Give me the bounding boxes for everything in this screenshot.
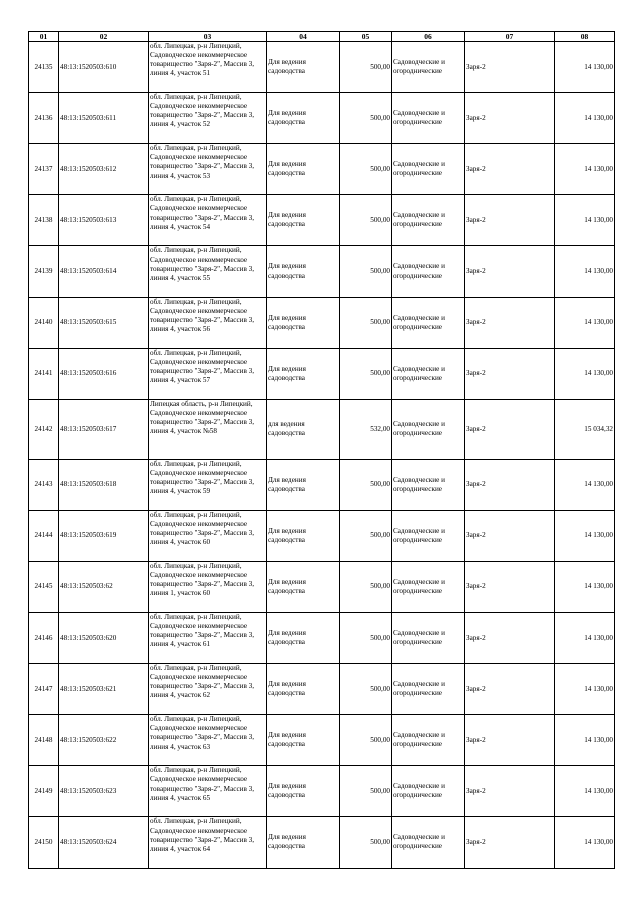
address-text: Липецкая область, р-н Липецкий, Садоводческое некоммерческое товарищество "Заря-2", Массив 3, линия 4, участок №58 <box>150 399 255 436</box>
table-row <box>29 510 615 561</box>
address-cell <box>149 195 267 246</box>
cadastral-number-cell: 48:13:1520503:615 <box>59 297 149 348</box>
area-cell: 500,00 <box>340 561 392 612</box>
permitted-use-cell: Для ведения садоводства <box>267 297 340 348</box>
document-page <box>28 31 614 869</box>
cadastral-number-cell: 48:13:1520503:610 <box>59 42 149 93</box>
address-cell <box>149 715 267 766</box>
permitted-use-cell: Для ведения садоводства <box>267 613 340 664</box>
land-category-cell: Садоводческие и огороднические <box>392 715 465 766</box>
table-row <box>29 144 615 195</box>
row-number-cell: 24150 <box>29 817 59 868</box>
cadastral-value-cell: 14 130,00 <box>555 297 615 348</box>
settlement-cell: Заря-2 <box>465 297 555 348</box>
address-cell <box>149 42 267 93</box>
cadastral-number-cell: 48:13:1520503:617 <box>59 399 149 459</box>
column-header: 03 <box>149 32 267 42</box>
address-text: обл. Липецкая, р-н Липецкий, Садоводческое некоммерческое товарищество "Заря-2", Массив 3, линия 4, участок 59 <box>150 459 255 496</box>
land-category-cell: Садоводческие и огороднические <box>392 766 465 817</box>
cadastral-value-cell: 14 130,00 <box>555 766 615 817</box>
area-cell: 500,00 <box>340 510 392 561</box>
land-category-cell: Садоводческие и огороднические <box>392 561 465 612</box>
area-cell: 500,00 <box>340 144 392 195</box>
settlement-cell: Заря-2 <box>465 766 555 817</box>
area-cell: 500,00 <box>340 664 392 715</box>
address-cell <box>149 93 267 144</box>
land-category-cell: Садоводческие и огороднические <box>392 42 465 93</box>
row-number-cell: 24149 <box>29 766 59 817</box>
area-cell: 532,00 <box>340 399 392 459</box>
address-cell <box>149 510 267 561</box>
cadastral-number-cell: 48:13:1520503:612 <box>59 144 149 195</box>
area-cell: 500,00 <box>340 459 392 510</box>
land-plots-table <box>28 31 615 869</box>
settlement-cell: Заря-2 <box>465 817 555 868</box>
table-row <box>29 817 615 868</box>
land-category-cell: Садоводческие и огороднические <box>392 93 465 144</box>
table-header-row <box>29 32 615 42</box>
permitted-use-cell: Для ведения садоводства <box>267 510 340 561</box>
cadastral-value-cell: 14 130,00 <box>555 348 615 399</box>
settlement-cell: Заря-2 <box>465 510 555 561</box>
row-number-cell: 24144 <box>29 510 59 561</box>
address-cell <box>149 561 267 612</box>
cadastral-value-cell: 14 130,00 <box>555 42 615 93</box>
address-text: обл. Липецкая, р-н Липецкий, Садоводческое некоммерческое товарищество "Заря-2", Массив 3, линия 4, участок 61 <box>150 613 255 649</box>
row-number-cell: 24143 <box>29 459 59 510</box>
cadastral-value-cell: 14 130,00 <box>555 561 615 612</box>
cadastral-number-cell: 48:13:1520503:620 <box>59 613 149 664</box>
address-cell <box>149 297 267 348</box>
address-text: обл. Липецкая, р-н Липецкий, Садоводческое некоммерческое товарищество "Заря-2", Массив 3, линия 4, участок 55 <box>150 246 255 282</box>
permitted-use-cell: для ведения садоводства <box>267 399 340 459</box>
row-number-cell: 24139 <box>29 246 59 297</box>
permitted-use-cell: Для ведения садоводства <box>267 766 340 817</box>
table-row <box>29 93 615 144</box>
column-header: 04 <box>267 32 340 42</box>
row-number-cell: 24145 <box>29 561 59 612</box>
address-cell <box>149 144 267 195</box>
table-row <box>29 42 615 93</box>
land-category-cell: Садоводческие и огороднические <box>392 246 465 297</box>
address-text: обл. Липецкая, р-н Липецкий, Садоводческое некоммерческое товарищество "Заря-2", Массив 3, линия 4, участок 52 <box>150 93 255 129</box>
area-cell: 500,00 <box>340 195 392 246</box>
address-text: обл. Липецкая, р-н Липецкий, Садоводческое некоммерческое товарищество "Заря-2", Массив 3, линия 4, участок 53 <box>150 144 255 180</box>
land-category-cell: Садоводческие и огороднические <box>392 613 465 664</box>
cadastral-number-cell: 48:13:1520503:62 <box>59 561 149 612</box>
land-category-cell: Садоводческие и огороднические <box>392 664 465 715</box>
cadastral-value-cell: 15 034,32 <box>555 399 615 459</box>
row-number-cell: 24146 <box>29 613 59 664</box>
table-row <box>29 561 615 612</box>
address-text: обл. Липецкая, р-н Липецкий, Садоводческое некоммерческое товарищество "Заря-2", Массив 3, линия 4, участок 63 <box>150 715 255 751</box>
settlement-cell: Заря-2 <box>465 561 555 612</box>
row-number-cell: 24138 <box>29 195 59 246</box>
permitted-use-cell: Для ведения садоводства <box>267 715 340 766</box>
row-number-cell: 24147 <box>29 664 59 715</box>
table-row <box>29 613 615 664</box>
permitted-use-cell: Для ведения садоводства <box>267 195 340 246</box>
land-category-cell: Садоводческие и огороднические <box>392 144 465 195</box>
settlement-cell: Заря-2 <box>465 246 555 297</box>
permitted-use-cell: Для ведения садоводства <box>267 561 340 612</box>
row-number-cell: 24141 <box>29 348 59 399</box>
address-cell <box>149 613 267 664</box>
row-number-cell: 24148 <box>29 715 59 766</box>
cadastral-value-cell: 14 130,00 <box>555 195 615 246</box>
address-text: обл. Липецкая, р-н Липецкий, Садоводческое некоммерческое товарищество "Заря-2", Массив 3, линия 4, участок 51 <box>150 42 255 78</box>
column-header: 02 <box>59 32 149 42</box>
cadastral-value-cell: 14 130,00 <box>555 664 615 715</box>
cadastral-value-cell: 14 130,00 <box>555 144 615 195</box>
cadastral-value-cell: 14 130,00 <box>555 459 615 510</box>
table-body <box>29 42 615 868</box>
cadastral-number-cell: 48:13:1520503:614 <box>59 246 149 297</box>
cadastral-value-cell: 14 130,00 <box>555 246 615 297</box>
area-cell: 500,00 <box>340 613 392 664</box>
permitted-use-cell: Для ведения садоводства <box>267 42 340 93</box>
address-cell <box>149 399 267 459</box>
cadastral-number-cell: 48:13:1520503:611 <box>59 93 149 144</box>
table-row <box>29 399 615 459</box>
cadastral-value-cell: 14 130,00 <box>555 715 615 766</box>
permitted-use-cell: Для ведения садоводства <box>267 246 340 297</box>
row-number-cell: 24136 <box>29 93 59 144</box>
settlement-cell: Заря-2 <box>465 715 555 766</box>
cadastral-number-cell: 48:13:1520503:616 <box>59 348 149 399</box>
row-number-cell: 24135 <box>29 42 59 93</box>
land-category-cell: Садоводческие и огороднические <box>392 297 465 348</box>
address-text: обл. Липецкая, р-н Липецкий, Садоводческое некоммерческое товарищество "Заря-2", Массив 3, линия 4, участок 57 <box>150 348 255 384</box>
land-category-cell: Садоводческие и огороднические <box>392 817 465 868</box>
settlement-cell: Заря-2 <box>465 664 555 715</box>
table-row <box>29 715 615 766</box>
area-cell: 500,00 <box>340 42 392 93</box>
land-category-cell: Садоводческие и огороднические <box>392 459 465 510</box>
address-text: обл. Липецкая, р-н Липецкий, Садоводческое некоммерческое товарищество "Заря-2", Массив 3, линия 4, участок 64 <box>150 817 255 853</box>
address-text: обл. Липецкая, р-н Липецкий, Садоводческое некоммерческое товарищество "Заря-2", Массив 3, линия 4, участок 62 <box>150 664 255 700</box>
row-number-cell: 24142 <box>29 399 59 459</box>
cadastral-number-cell: 48:13:1520503:622 <box>59 715 149 766</box>
area-cell: 500,00 <box>340 817 392 868</box>
address-text: обл. Липецкая, р-н Липецкий, Садоводческое некоммерческое товарищество "Заря-2", Массив 3, линия 4, участок 65 <box>150 766 255 802</box>
address-text: обл. Липецкая, р-н Липецкий, Садоводческое некоммерческое товарищество "Заря-2", Массив 3, линия 4, участок 60 <box>150 510 255 547</box>
settlement-cell: Заря-2 <box>465 93 555 144</box>
cadastral-number-cell: 48:13:1520503:624 <box>59 817 149 868</box>
table-row <box>29 348 615 399</box>
table-row <box>29 195 615 246</box>
land-category-cell: Садоводческие и огороднические <box>392 510 465 561</box>
settlement-cell: Заря-2 <box>465 399 555 459</box>
cadastral-value-cell: 14 130,00 <box>555 613 615 664</box>
area-cell: 500,00 <box>340 93 392 144</box>
column-header: 07 <box>465 32 555 42</box>
permitted-use-cell: Для ведения садоводства <box>267 348 340 399</box>
table-row <box>29 766 615 817</box>
cadastral-number-cell: 48:13:1520503:621 <box>59 664 149 715</box>
row-number-cell: 24140 <box>29 297 59 348</box>
land-category-cell: Садоводческие и огороднические <box>392 348 465 399</box>
table-row <box>29 297 615 348</box>
table-row <box>29 664 615 715</box>
area-cell: 500,00 <box>340 715 392 766</box>
table-row <box>29 246 615 297</box>
address-text: обл. Липецкая, р-н Липецкий, Садоводческое некоммерческое товарищество "Заря-2", Массив 3, линия 4, участок 54 <box>150 195 255 231</box>
cadastral-value-cell: 14 130,00 <box>555 93 615 144</box>
column-header: 05 <box>340 32 392 42</box>
cadastral-value-cell: 14 130,00 <box>555 817 615 868</box>
settlement-cell: Заря-2 <box>465 144 555 195</box>
address-text: обл. Липецкая, р-н Липецкий, Садоводческое некоммерческое товарищество "Заря-2", Массив 3, линия 4, участок 56 <box>150 297 255 333</box>
table-row <box>29 459 615 510</box>
cadastral-number-cell: 48:13:1520503:613 <box>59 195 149 246</box>
cadastral-number-cell: 48:13:1520503:618 <box>59 459 149 510</box>
column-header: 01 <box>29 32 59 42</box>
address-cell <box>149 664 267 715</box>
cadastral-number-cell: 48:13:1520503:619 <box>59 510 149 561</box>
settlement-cell: Заря-2 <box>465 42 555 93</box>
permitted-use-cell: Для ведения садоводства <box>267 459 340 510</box>
address-cell <box>149 348 267 399</box>
land-category-cell: Садоводческие и огороднические <box>392 195 465 246</box>
settlement-cell: Заря-2 <box>465 348 555 399</box>
permitted-use-cell: Для ведения садоводства <box>267 817 340 868</box>
address-cell <box>149 817 267 868</box>
column-header: 06 <box>392 32 465 42</box>
permitted-use-cell: Для ведения садоводства <box>267 93 340 144</box>
area-cell: 500,00 <box>340 766 392 817</box>
column-header: 08 <box>555 32 615 42</box>
address-cell <box>149 246 267 297</box>
cadastral-value-cell: 14 130,00 <box>555 510 615 561</box>
settlement-cell: Заря-2 <box>465 613 555 664</box>
address-text: обл. Липецкая, р-н Липецкий, Садоводческое некоммерческое товарищество "Заря-2", Массив 3, линия 1, участок 60 <box>150 561 255 598</box>
area-cell: 500,00 <box>340 246 392 297</box>
address-cell <box>149 766 267 817</box>
area-cell: 500,00 <box>340 348 392 399</box>
address-cell <box>149 459 267 510</box>
area-cell: 500,00 <box>340 297 392 348</box>
row-number-cell: 24137 <box>29 144 59 195</box>
land-category-cell: Садоводческие и огороднические <box>392 399 465 459</box>
permitted-use-cell: Для ведения садоводства <box>267 144 340 195</box>
settlement-cell: Заря-2 <box>465 459 555 510</box>
permitted-use-cell: Для ведения садоводства <box>267 664 340 715</box>
settlement-cell: Заря-2 <box>465 195 555 246</box>
cadastral-number-cell: 48:13:1520503:623 <box>59 766 149 817</box>
